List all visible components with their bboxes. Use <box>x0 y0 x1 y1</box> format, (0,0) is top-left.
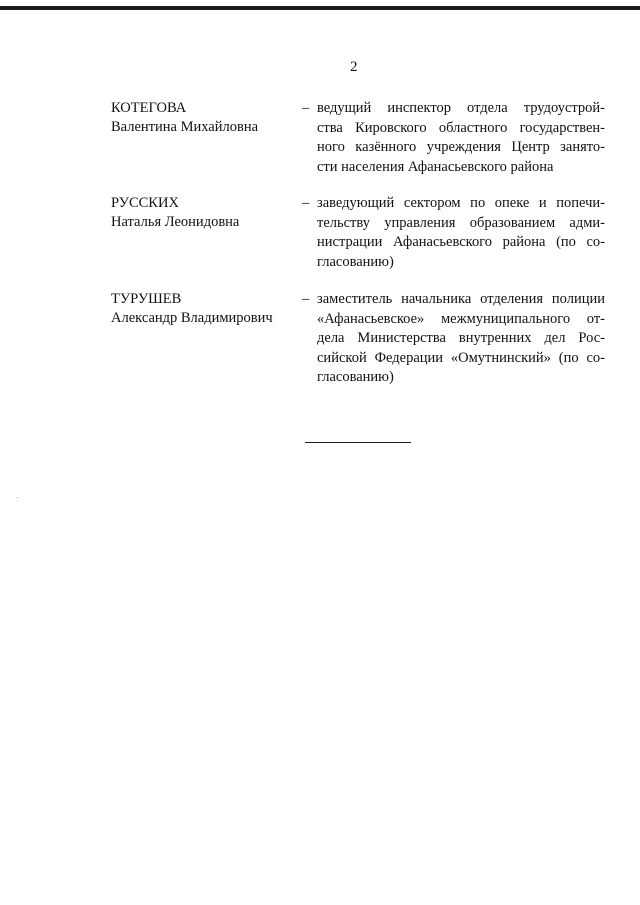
position-line: ведущий инспектор отдела трудоустрой- <box>317 100 605 116</box>
position-line: нистрации Афанасьевского района (по со- <box>317 234 605 250</box>
position-line: «Афанасьевское» межмуниципального от- <box>317 310 605 327</box>
member-given-names: Валентина Михайловна <box>111 119 259 135</box>
member-surname: ТУРУШЕВ <box>111 291 182 307</box>
position-line: дела Министерства внутренних дел Рос- <box>317 330 605 346</box>
position-line: сийской Федерации «Омутнинский» (по со- <box>317 349 605 366</box>
member-name <box>111 99 291 137</box>
position-line: заместитель начальника отделения полиции <box>317 291 605 307</box>
position-line: сти населения Афанасьевского района <box>317 158 554 175</box>
page-number: 2 <box>350 59 358 75</box>
position-line: тельству управления образованием адми- <box>317 214 605 231</box>
member-position <box>317 99 605 177</box>
position-line: ного казённого учреждения Центр занято- <box>317 139 605 155</box>
end-separator-line <box>305 442 411 443</box>
member-given-names: Александр Владимирович <box>111 310 273 326</box>
top-border-line <box>0 6 640 10</box>
entry-dash: – <box>302 195 310 211</box>
member-position <box>317 194 605 272</box>
scan-speck <box>17 497 18 498</box>
position-line: заведующий сектором по опеке и попечи- <box>317 195 605 211</box>
position-line: ства Кировского областного государствен- <box>317 119 605 136</box>
member-name <box>111 290 291 328</box>
position-line: гласованию) <box>317 253 394 270</box>
member-given-names: Наталья Леонидовна <box>111 214 240 230</box>
member-position <box>317 290 605 388</box>
member-name <box>111 194 291 232</box>
entry-dash: – <box>302 291 310 307</box>
entry-dash: – <box>302 100 310 116</box>
member-surname: КОТЕГОВА <box>111 100 187 116</box>
position-line: гласованию) <box>317 369 394 385</box>
member-surname: РУССКИХ <box>111 195 179 211</box>
